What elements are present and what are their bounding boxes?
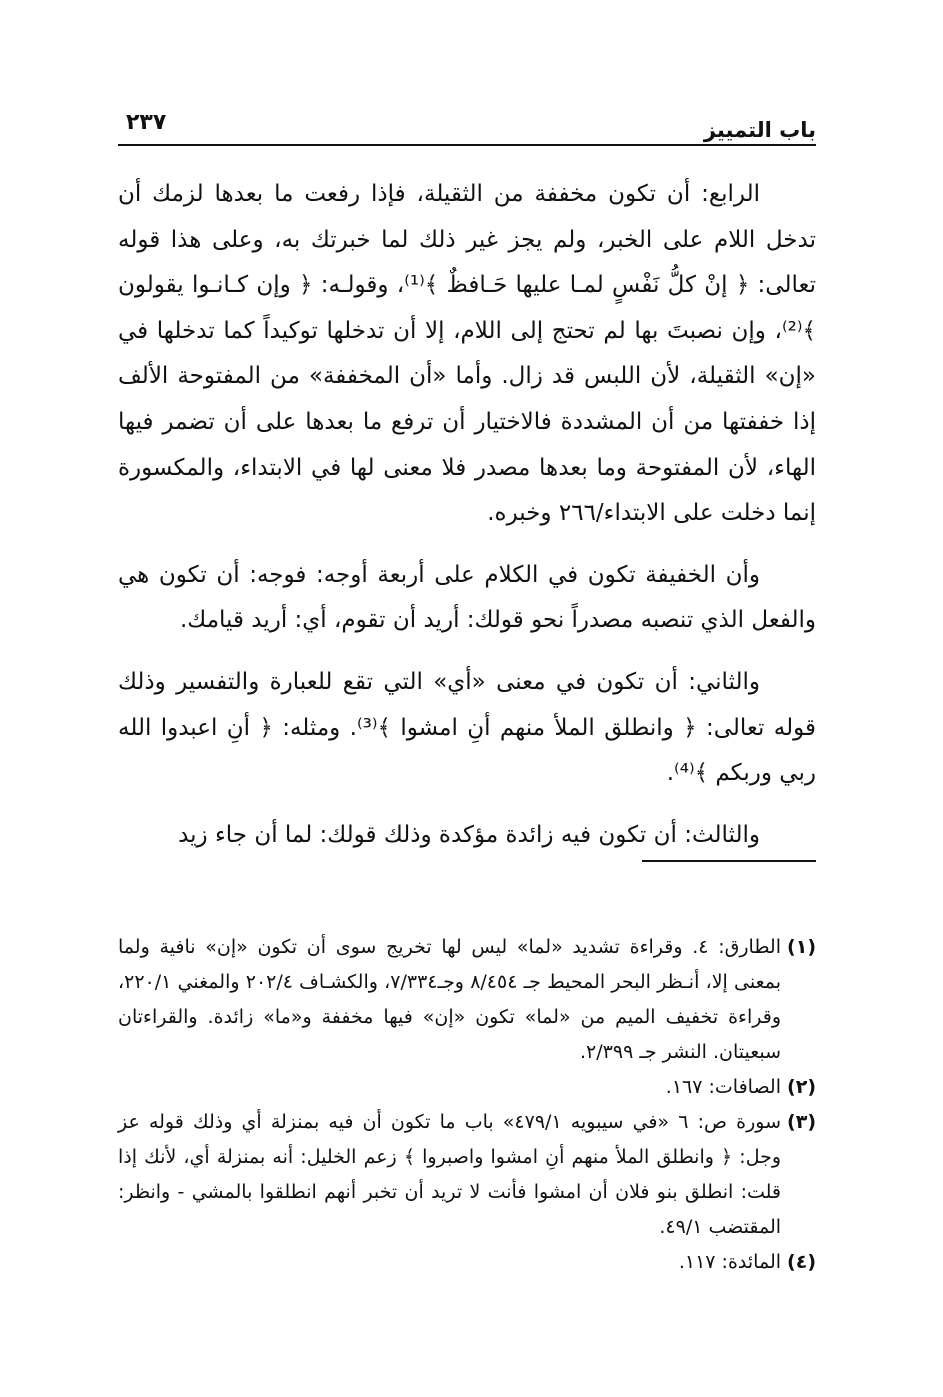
page-number: ٢٣٧	[126, 110, 167, 135]
paragraph-third-case: والثالث: أن تكون فيه زائدة مؤكدة وذلك قولك: لما أن جاء زيد	[178, 821, 760, 848]
footnote-1	[118, 930, 816, 1070]
footnote-marker: (٣)	[787, 1111, 816, 1133]
footnote-4	[118, 1245, 816, 1280]
footnote-2	[118, 1070, 816, 1105]
footnote-3	[118, 1105, 816, 1245]
footnote-separator	[642, 860, 816, 862]
footnote-text: الطارق: ٤. وقراءة تشديد «لما» ليس لها تخريج سوى أن تكون «إن» نافية ولما بمعنى إلا، أنـظر البحر المحيط جـ ٨/٤٥٤ وجـ٧/٣٣٤، والكشـاف ٢٠٢/٤ والمغني ٢٢٠/١، وقراءة تخفيف الميم من «لما» تكون «إن» فيها مخففة و«ما» زائدة. والقراءتان سبعيتان. النشر جـ ٢/٣٩٩.	[118, 936, 782, 1063]
footnote-marker: (٢)	[787, 1076, 816, 1098]
footnote-marker: (٤)	[787, 1251, 816, 1273]
main-text	[118, 172, 816, 858]
footnote-marker: (١)	[787, 936, 816, 958]
footnote-text: سورة ص: ٦ «في سيبويه ٤٧٩/١» باب ما تكون أن فيه بمنزلة أي وذلك قوله عز وجل: ﴿ وانطلق الملأ منهم أنِ امشوا واصبروا ﴾ زعم الخليل: أنه بمنزلة أي، لأنك إذا قلت: انطلق بنو فلان أن امشوا فأنت لا تريد أن تخبر أنهم انطلقوا بالمشي - وانظر: المقتضب ٤٩/١.	[118, 1111, 782, 1238]
footnote-text: الصافات: ١٦٧.	[665, 1076, 782, 1098]
chapter-title: باب التمييز	[703, 118, 816, 142]
footnote-text: المائدة: ١١٧.	[678, 1251, 782, 1273]
footnotes	[118, 930, 816, 1280]
paragraph-light-an: وأن الخفيفة تكون في الكلام على أربعة أوجه: فوجه: أن تكون هي والفعل الذي تنصبه مصدراً نحو قولك: أريد أن تقوم، أي: أريد قيامك.	[118, 561, 816, 634]
paragraph-fourth-case: الرابع: أن تكون مخففة من الثقيلة، فإذا رفعت ما بعدها لزمك أن تدخل اللام على الخبر، ولم يجز غير ذلك لما خبرتك به، وعلى هذا قوله تعالى: ﴿ إنْ كلُّ نَفْسٍ لمـا عليها حَـافظٌ ﴾⁽¹⁾، وقولـه: ﴿ وإن كـانـوا يقولون ﴾⁽²⁾، وإن نصبتَ بها لم تحتج إلى اللام، إلا أن تدخلها توكيداً كما تدخلها في «إن» الثقيلة، لأن اللبس قد زال. وأما «أن المخففة» من المفتوحة الألف إذا خففتها من أن المشددة فالاختيار أن ترفع ما بعدها على أن تضمر فيها الهاء، لأن المفتوحة وما بعدها مصدر فلا معنى لها في الابتداء، والمكسورة إنما دخلت على الابتداء/٢٦٦ وخبره.	[118, 181, 816, 527]
running-header	[118, 104, 816, 146]
paragraph-second-case: والثاني: أن تكون في معنى «أي» التي تقع للعبارة والتفسير وذلك قوله تعالى: ﴿ وانطلق الملأ منهم أنِ امشوا ﴾⁽³⁾. ومثله: ﴿ أنِ اعبدوا الله ربي وربكم ﴾⁽⁴⁾.	[118, 668, 816, 787]
